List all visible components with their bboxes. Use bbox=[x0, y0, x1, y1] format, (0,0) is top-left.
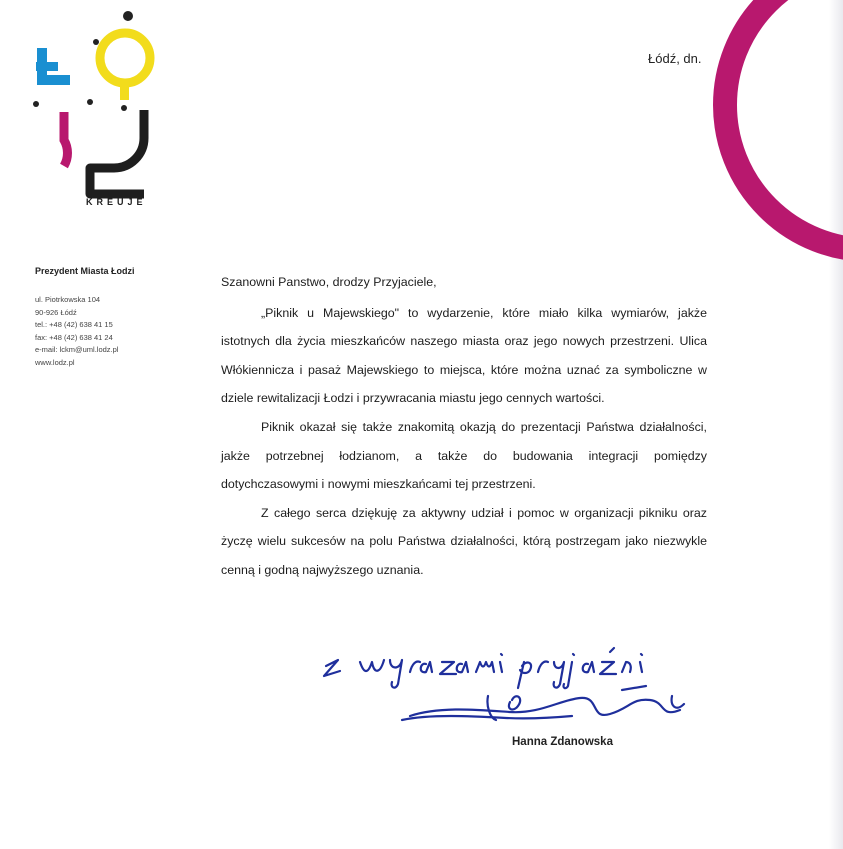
address-line: fax: +48 (42) 638 41 24 bbox=[35, 332, 113, 342]
sender-sidebar bbox=[35, 266, 185, 369]
handwritten-signature-icon bbox=[310, 640, 700, 735]
sender-address bbox=[35, 294, 185, 369]
decorative-ring-icon bbox=[700, 0, 843, 260]
sender-office: Prezydent Miasta Łodzi bbox=[35, 266, 135, 276]
logo-slogan: KREUJE bbox=[86, 197, 147, 207]
address-line: 90-926 Łódź bbox=[35, 307, 77, 317]
letter-paragraph: Z całego serca dziękuję za aktywny udział i pomoc w organizacji pikniku oraz życzę wielu sukcesów na polu Państwa działalności, którą postrzegam jako niezwykle cenną i godną najwyższego uznania. bbox=[221, 505, 707, 577]
letter-paragraph: Piknik okazał się także znakomitą okazją do prezentacji Państwa działalności, jakże potrzebnej łodzianom, a także do budowania integracji pomiędzy dotychczasowymi i nowymi mieszkańcami tej przestrzeni. bbox=[221, 419, 707, 492]
letter-greeting: Szanowni Panstwo, drodzy Przyjaciele, bbox=[221, 275, 437, 289]
signatory-name: Hanna Zdanowska bbox=[512, 736, 613, 748]
letter-body bbox=[221, 268, 707, 585]
letter-paragraph: „Piknik u Majewskiego" to wydarzenie, które miało kilka wymiarów, jakże istotnych dla życia mieszkańców naszego miasta oraz jego nowych przestrzeni. Ulica Włókiennicza i pasaż Majewskiego to miejsca, które można uznać za symboliczne w dziele rewitalizacji Łodzi i przywracania miastu jego cennych wartości. bbox=[221, 305, 707, 406]
address-line: tel.: +48 (42) 638 41 15 bbox=[35, 320, 113, 329]
lodz-logo-icon bbox=[28, 10, 158, 210]
address-line: ul. Piotrkowska 104 bbox=[35, 295, 101, 304]
date-line: Łódź, dn. bbox=[648, 51, 702, 66]
address-line: e-mail: lckm@uml.lodz.pl bbox=[35, 345, 119, 354]
address-line: www.lodz.pl bbox=[35, 357, 75, 367]
